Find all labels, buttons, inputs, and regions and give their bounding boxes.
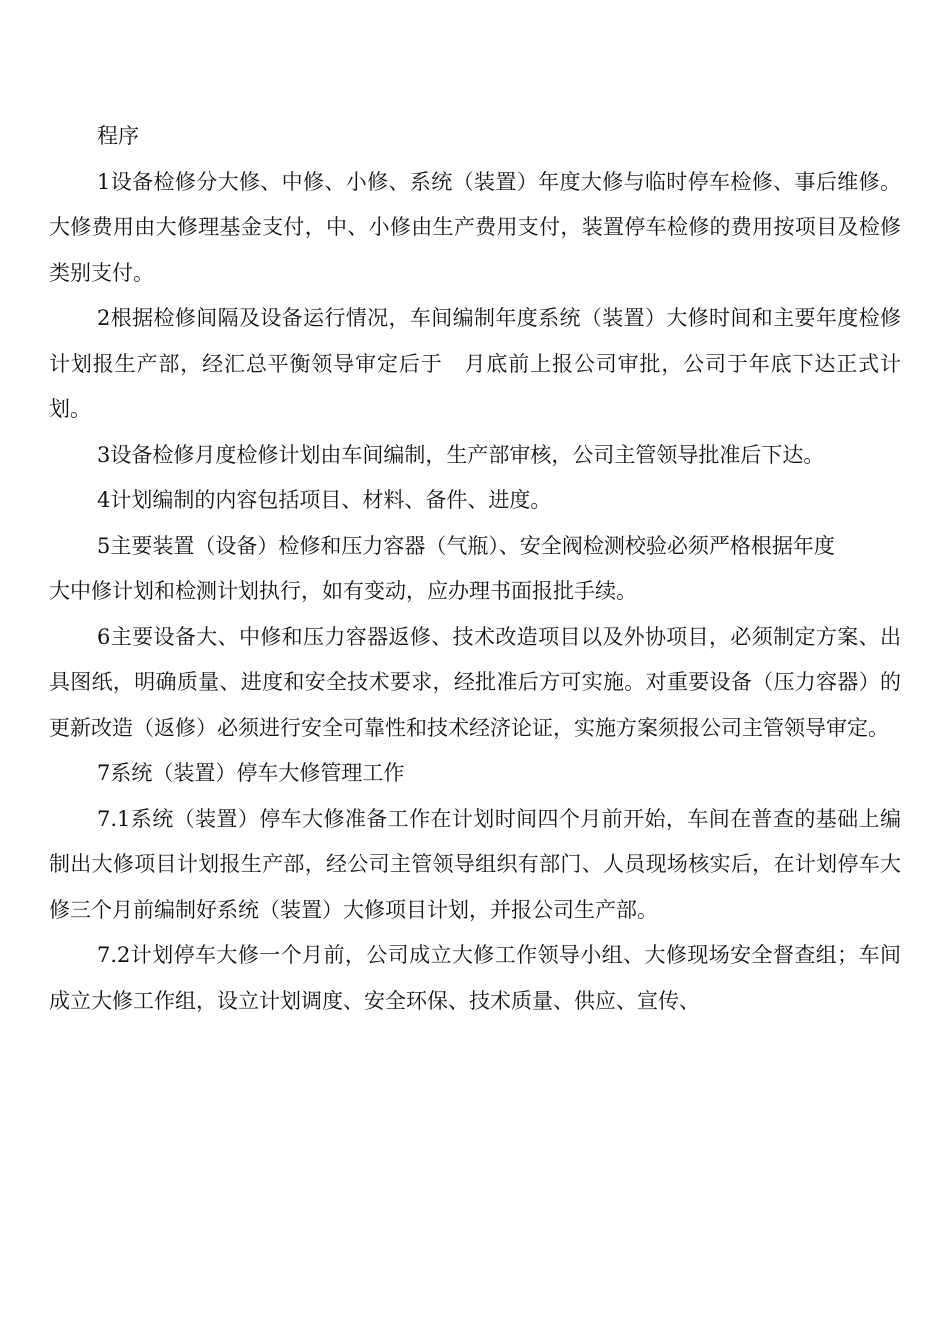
document-body (49, 114, 901, 1024)
paragraph-3-monthly-plan: 3设备检修月度检修计划由车间编制，生产部审核，公司主管领导批准后下达。 (97, 442, 825, 467)
paragraph-2-annual-plan: 2根据检修间隔及设备运行情况，车间编制年度系统（装置）大修时间和主要年度检修计划报生产部，经汇总平衡领导审定后于 月底前上报公司审批，公司于年底下达正式计划。 (49, 306, 901, 421)
paragraph-5-inspection: 5主要装置（设备）检修和压力容器（气瓶）、安全阀检测校验必须严格根据年度 (97, 533, 835, 558)
paragraph-4-plan-content: 4计划编制的内容包括项目、材料、备件、进度。 (97, 488, 552, 512)
paragraph-6-overhaul-projects: 6主要设备大、中修和压力容器返修、技术改造项目以及外协项目，必须制定方案、出具图纸，明确质量、进度和安全技术要求，经批准后方可实施。对重要设备（压力容器）的更新改造（返修）必须进行安全可靠性和技术经济论证，实施方案须报公司主管领导审定。 (49, 624, 901, 740)
paragraph-1-maintenance-types: 1设备检修分大修、中修、小修、系统（装置）年度大修与临时停车检修、事后维修。大修费用由大修理基金支付，中、小修由生产费用支付，装置停车检修的费用按项目及检修类别支付。 (49, 169, 901, 285)
paragraph-7-heading: 7系统（装置）停车大修管理工作 (97, 761, 405, 785)
paragraph-5-continuation: 大中修计划和检测计划执行，如有变动，应办理书面报批手续。 (49, 579, 637, 603)
paragraph-7-1-preparation: 7.1系统（装置）停车大修准备工作在计划时间四个月前开始，车间在普查的基础上编制出大修项目计划报生产部，经公司主管领导组织有部门、人员现场核实后，在计划停车大修三个月前编制好系统（装置）大修项目计划，并报公司生产部。 (49, 806, 901, 922)
section-heading-procedure: 程序 (97, 124, 139, 148)
paragraph-7-2-organization: 7.2计划停车大修一个月前，公司成立大修工作领导小组、大修现场安全督查组；车间成立大修工作组，设立计划调度、安全环保、技术质量、供应、宣传、 (49, 943, 901, 1013)
